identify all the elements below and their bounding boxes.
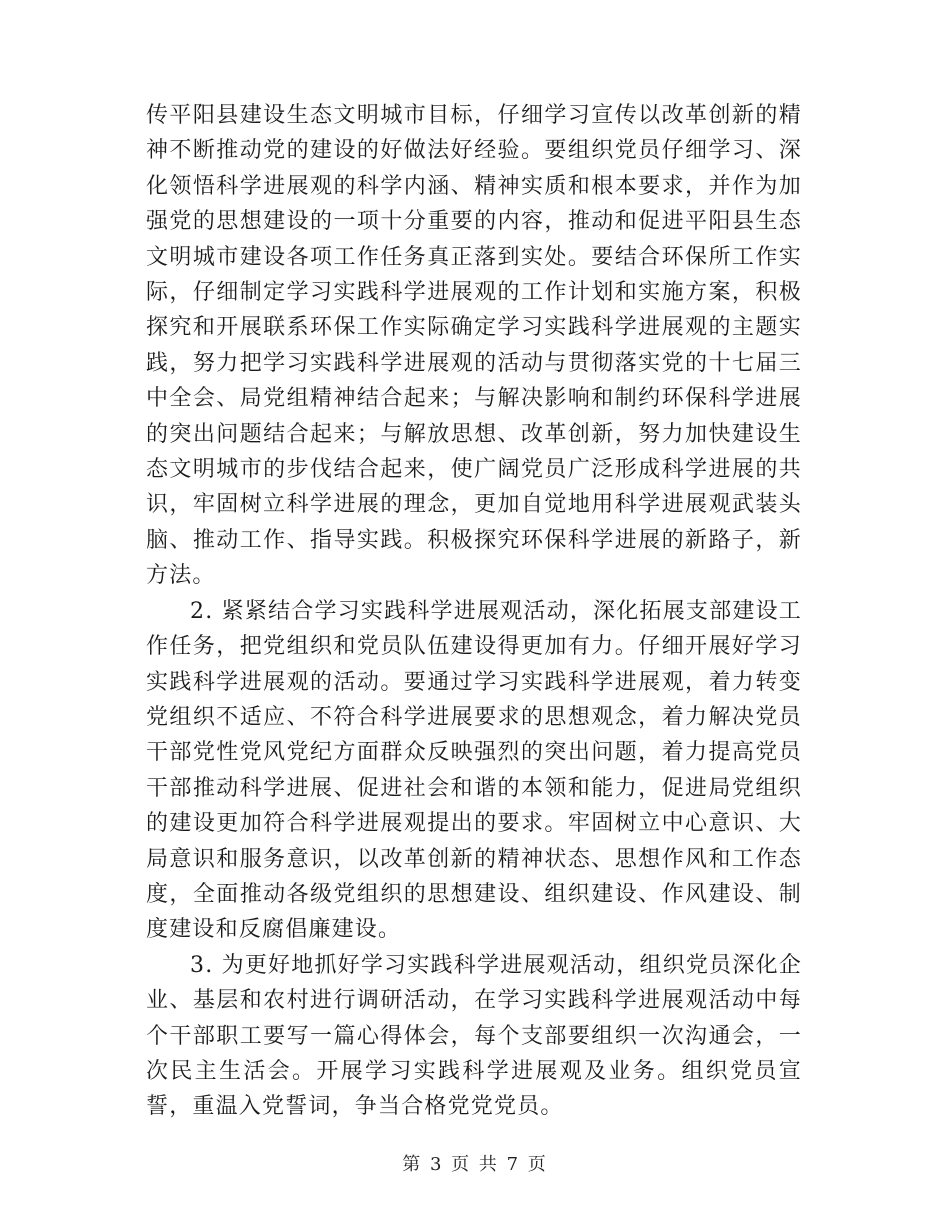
- page-number-footer: 第 3 页 共 7 页: [402, 1154, 548, 1175]
- paragraph-1: 传平阳县建设生态文明城市目标，仔细学习宣传以改革创新的精神不断推动党的建设的好做法好经验。要组织党员仔细学习、深化领悟科学进展观的科学内涵、精神实质和根本要求，并作为加强党的思想建设的一项十分重要的内容，推动和促进平阳县生态文明城市建设各项工作任务真正落到实处。要结合环保所工作实际，仔细制定学习实践科学进展观的工作计划和实施方案，积极探究和开展联系环保工作实际确定学习实践科学进展观的主题实践，努力把学习实践科学进展观的活动与贯彻落实党的十七届三中全会、局党组精神结合起来；与解决影响和制约环保科学进展的突出问题结合起来；与解放思想、改革创新，努力加快建设生态文明城市的步伐结合起来，使广阔党员广泛形成科学进展的共识，牢固树立科学进展的理念，更加自觉地用科学进展观武装头脑、推动工作、指导实践。积极探究环保科学进展的新路子，新方法。: [146, 103, 802, 589]
- document-body: [146, 98, 802, 1125]
- paragraph-3: 3. 为更好地抓好学习实践科学进展观活动，组织党员深化企业、基层和农村进行调研活动，在学习实践科学进展观活动中每个干部职工要写一篇心得体会，每个支部要组织一次沟通会，一次民主生活会。开展学习实践科学进展观及业务。组织党员宣誓，重温入党誓词，争当合格党党党员。: [146, 952, 802, 1120]
- paragraph-2: 2. 紧紧结合学习实践科学进展观活动，深化拓展支部建设工作任务，把党组织和党员队伍建设得更加有力。仔细开展好学习实践科学进展观的活动。要通过学习实践科学进展观，着力转变党组织不适应、不符合科学进展要求的思想观念，着力解决党员干部党性党风党纪方面群众反映强烈的突出问题，着力提高党员干部推动科学进展、促进社会和谐的本领和能力，促进局党组织的建设更加符合科学进展观提出的要求。牢固树立中心意识、大局意识和服务意识，以改革创新的精神状态、思想作风和工作态度，全面推动各级党组织的思想建设、组织建设、作风建设、制度建设和反腐倡廉建设。: [146, 598, 802, 943]
